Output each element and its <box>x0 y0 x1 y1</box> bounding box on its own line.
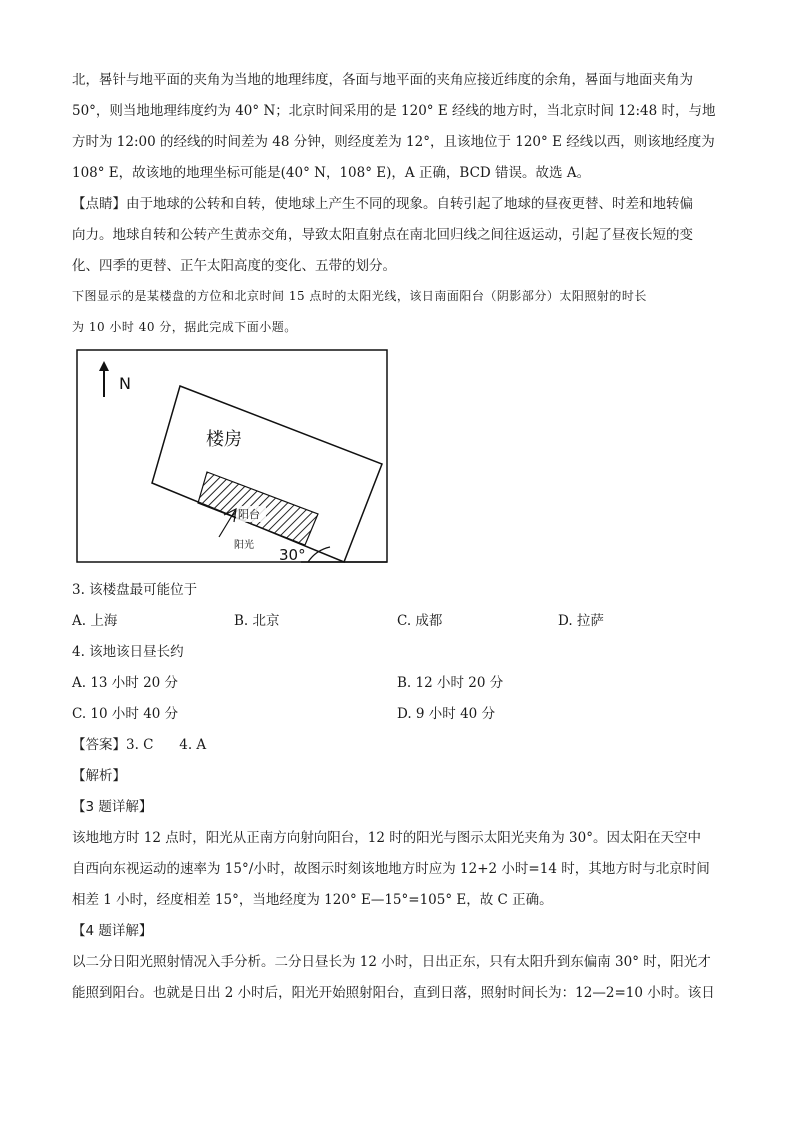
dianjing-line <box>72 192 693 212</box>
dianjing-line: 化、四季的更替、正午太阳高度的变化、五带的划分。 <box>72 258 396 274</box>
dianjing-line: 向力。地球自转和公转产生黄赤交角，导致太阳直射点在南北回归线之间往返运动，引起了昼夜长短的变 <box>72 227 693 243</box>
answer-line <box>72 733 206 753</box>
q4-stem: 4. 该地该日昼长约 <box>72 644 184 660</box>
q3-detail-line: 相差 1 小时，经度相差 15°，当地经度为 120° E—15°=105° E，故 C 正确。 <box>72 892 553 908</box>
q4-option-b: B. 12 小时 20 分 <box>397 675 504 691</box>
q3-option-c: C. 成都 <box>397 613 443 629</box>
q3-option-d: D. 拉萨 <box>558 613 604 629</box>
paragraph-line: 方时为 12:00 的经线的时间差为 48 分钟，则经度差为 12°，且该地位于 120° E 经线以西，则该地经度为 <box>72 134 715 150</box>
balcony-label: 阳台 <box>238 508 260 521</box>
paragraph-line: 108° E，故该地的地理坐标可能是(40° N，108° E)，A 正确，BCD 错误。故选 A。 <box>72 165 591 181</box>
q3-detail-line: 自西向东视运动的速率为 15°/小时，故图示时刻该地地方时应为 12+2 小时=14 时，其地方时与北京时间 <box>72 861 710 877</box>
q3-stem: 3. 该楼盘最可能位于 <box>72 582 198 598</box>
analysis-tag: 【解析】 <box>72 768 126 784</box>
answer-tag: 【答案】 <box>72 737 126 753</box>
building-orientation-figure <box>76 349 388 564</box>
paragraph-line: 北，晷针与地平面的夹角为当地的地理纬度，各面与地平面的夹角应接近纬度的余角，晷面与地面夹角为 <box>72 72 693 88</box>
q4-option-a: A. 13 小时 20 分 <box>72 675 179 691</box>
answer-text: 3. C 4. A <box>126 737 207 753</box>
q3-detail-tag: 【3 题详解】 <box>72 799 153 815</box>
q4-option-d: D. 9 小时 40 分 <box>397 706 496 722</box>
sunlight-label: 阳光 <box>234 540 254 551</box>
intro-line: 为 10 小时 40 分，据此完成下面小题。 <box>72 320 297 334</box>
paragraph-line: 50°，则当地地理纬度约为 40° N；北京时间采用的是 120° E 经线的地方时，当北京时间 12:48 时，与地 <box>72 103 716 119</box>
q3-option-b: B. 北京 <box>234 613 280 629</box>
q3-detail-line: 该地地方时 12 点时，阳光从正南方向射向阳台，12 时的阳光与图示太阳光夹角为 30°。因太阳在天空中 <box>72 830 701 846</box>
dianjing-text: 由于地球的公转和自转，使地球上产生不同的现象。自转引起了地球的昼夜更替、时差和地转偏 <box>126 196 693 212</box>
q4-detail-line: 以二分日阳光照射情况入手分析。二分日昼长为 12 小时，日出正东，只有太阳升到东偏南 30° 时，阳光才 <box>72 954 711 970</box>
q4-detail-tag: 【4 题详解】 <box>72 923 153 939</box>
q4-detail-line: 能照到阳台。也就是日出 2 小时后，阳光开始照射阳台，直到日落，照射时间长为：12—2=10 小时。该日 <box>72 985 715 1001</box>
dianjing-tag: 【点睛】 <box>72 196 126 212</box>
q3-option-a: A. 上海 <box>72 613 118 629</box>
q4-option-c: C. 10 小时 40 分 <box>72 706 179 722</box>
building-label: 楼房 <box>206 429 242 450</box>
north-label: N <box>119 374 131 393</box>
intro-line: 下图显示的是某楼盘的方位和北京时间 15 点时的太阳光线，该日南面阳台（阴影部分）太阳照射的时长 <box>72 289 647 303</box>
angle-label: 30° <box>279 546 306 564</box>
